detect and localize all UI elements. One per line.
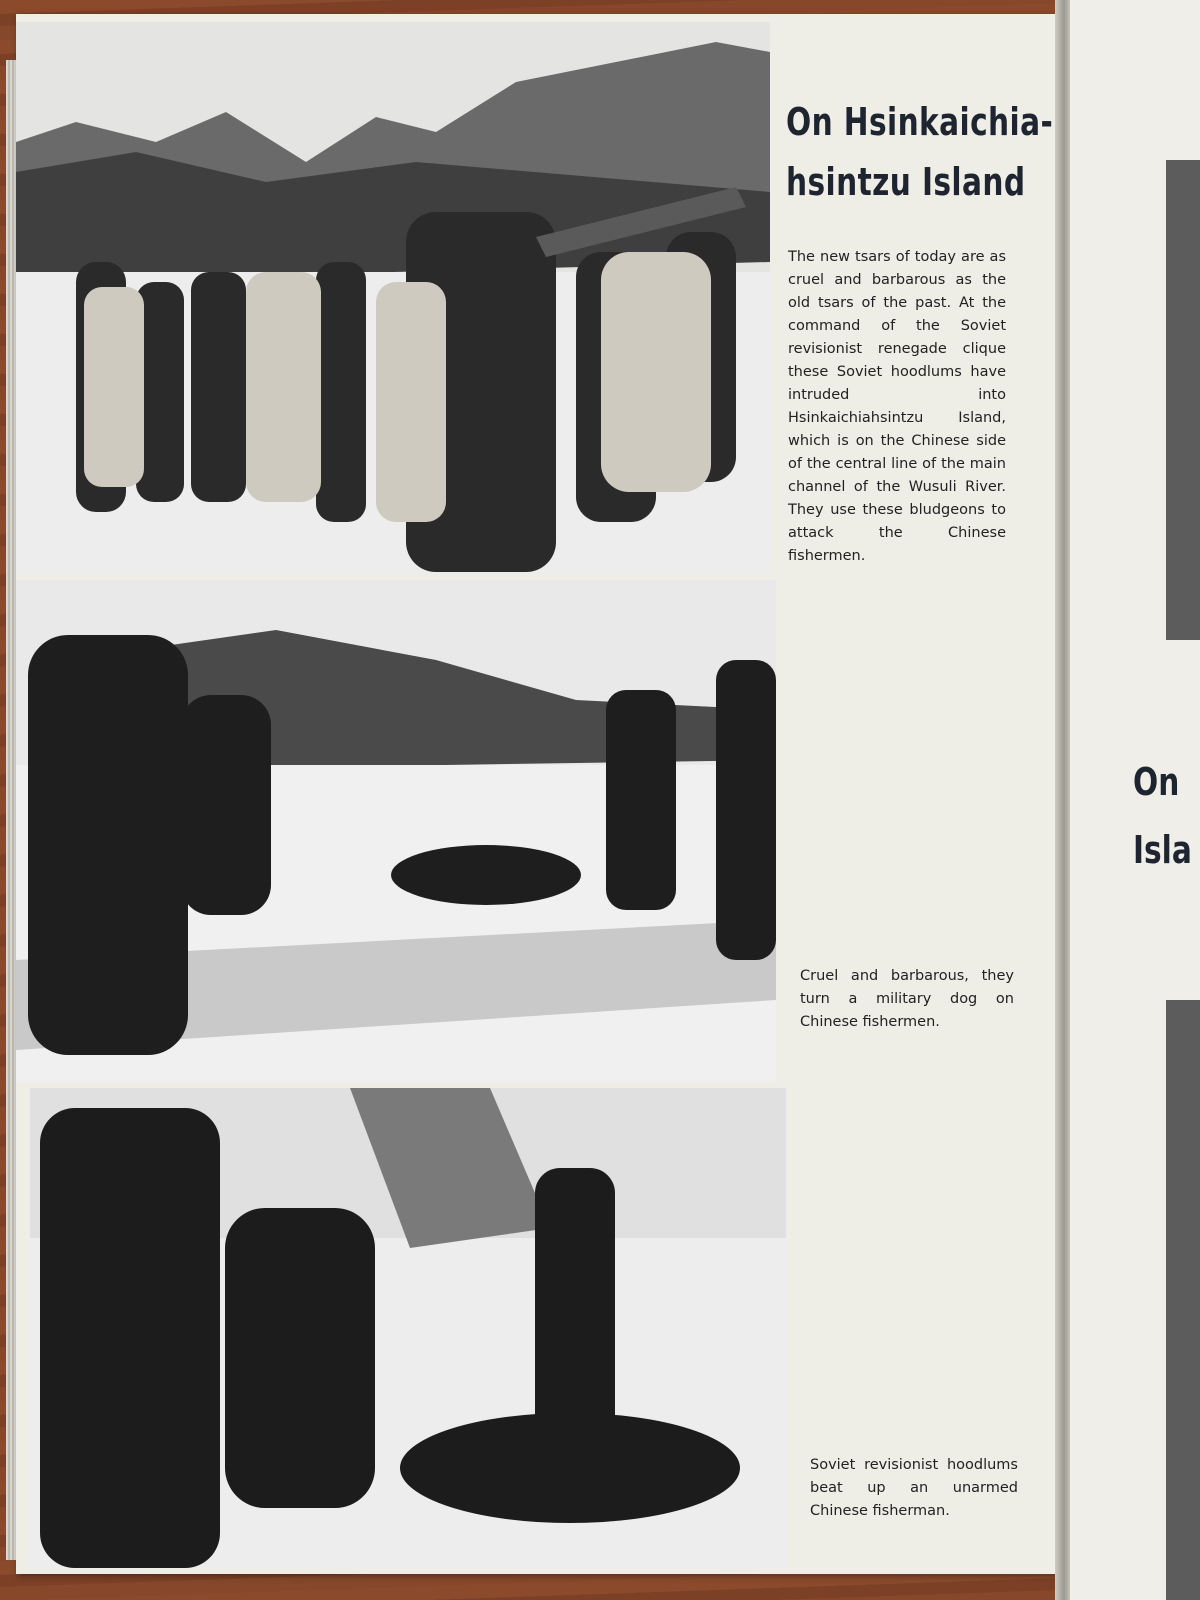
photo-fisherman-beaten bbox=[30, 1088, 786, 1568]
facing-page-photo-bottom bbox=[1166, 1000, 1200, 1600]
photo-soldiers-with-dog bbox=[16, 580, 776, 1082]
caption-beating: Soviet revisionist hoodlums beat up an unarmed Chinese fisherman. bbox=[810, 1457, 1018, 1519]
photo-soldiers-with-bludgeons bbox=[16, 22, 770, 574]
facing-page-photo-top bbox=[1166, 160, 1200, 640]
article-intro: The new tsars of today are as cruel and barbarous as the old tsars of the past. At the command of the Soviet revisionist renegade clique these Soviet hoodlums have intruded into Hsinkaichiahsintzu Island, which is on the Chinese side of the central line of the main channel of the Wusuli River. They use these bludgeons to attack the Chinese fishermen. bbox=[788, 249, 1006, 564]
facing-page-title-line-1: On bbox=[1133, 760, 1180, 804]
article-title bbox=[786, 92, 1054, 212]
title-line-1: On Hsinkaichia- bbox=[786, 100, 1054, 144]
facing-page-title-line-2: Isla bbox=[1133, 828, 1192, 872]
title-line-2: hsintzu Island bbox=[786, 160, 1026, 204]
caption-dog: Cruel and barbarous, they turn a military dog on Chinese fishermen. bbox=[800, 968, 1014, 1030]
